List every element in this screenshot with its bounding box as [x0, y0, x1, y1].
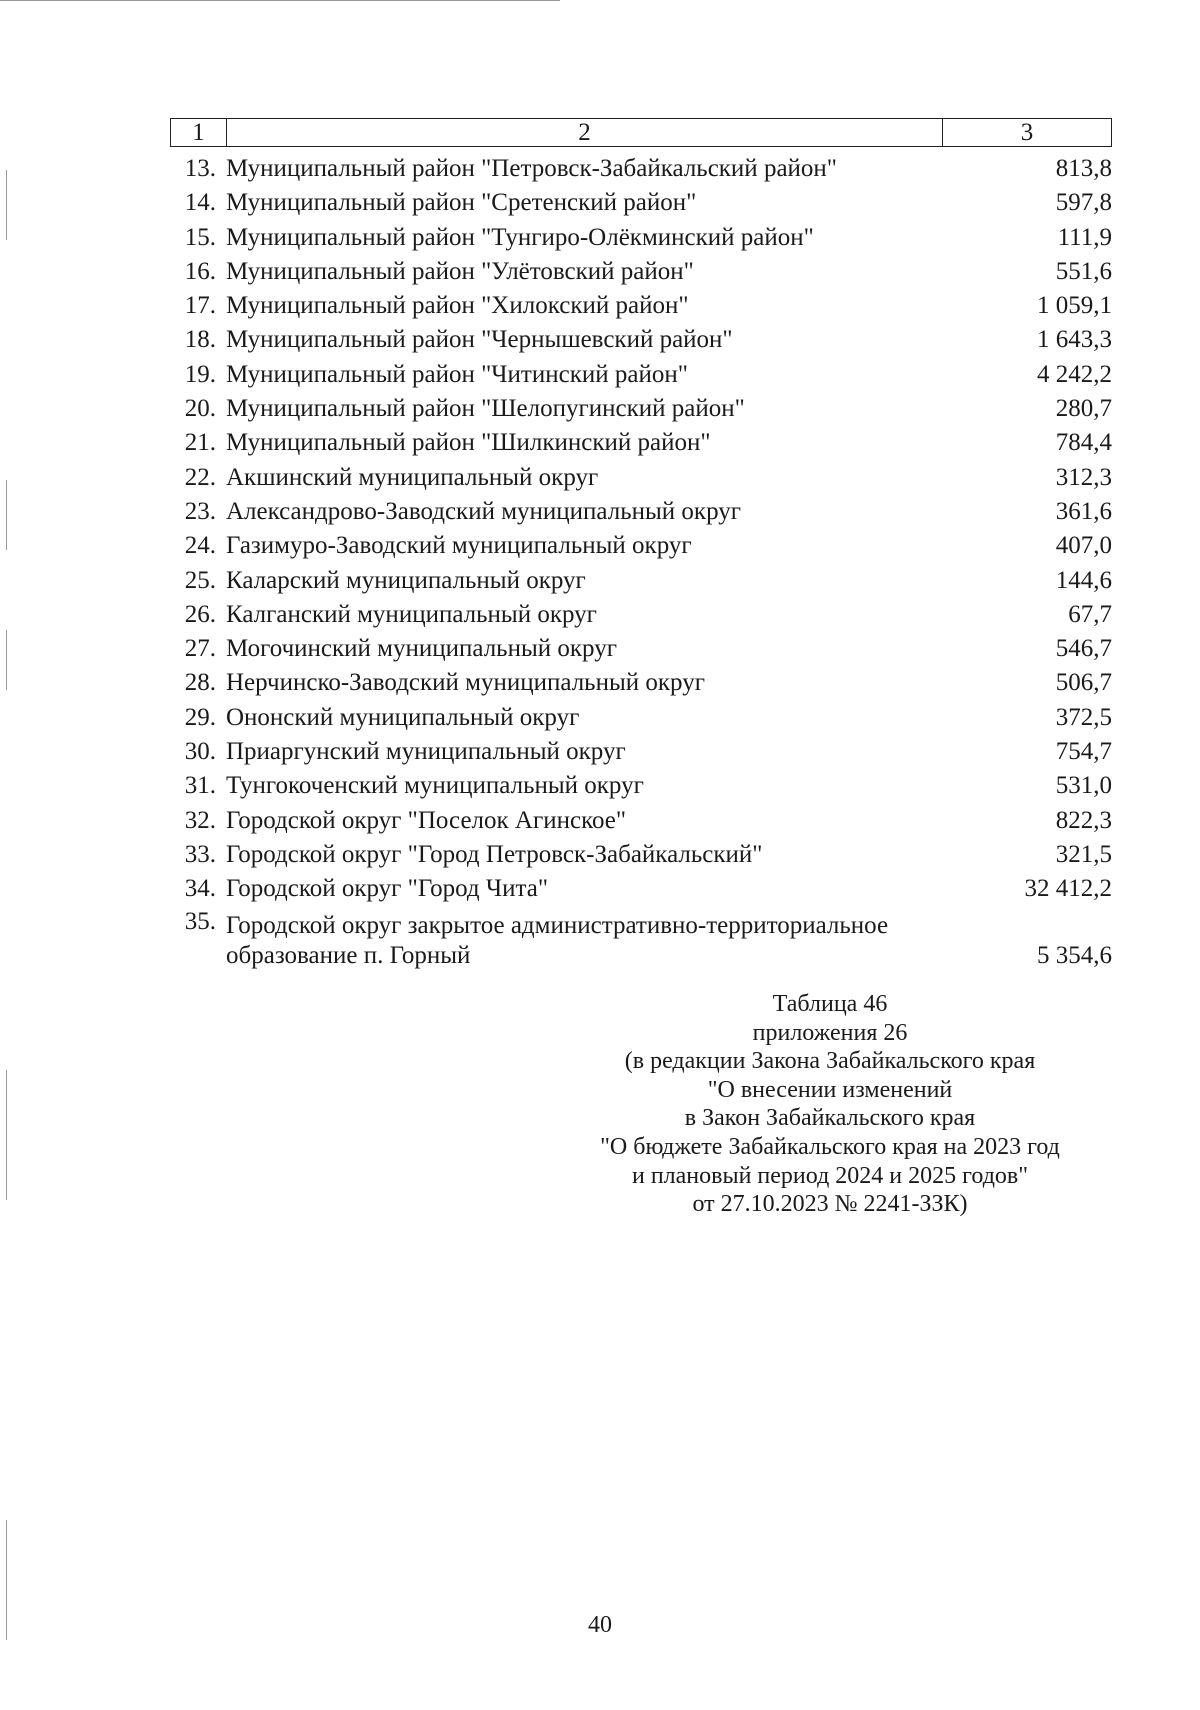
table-row: [170, 872, 1112, 906]
row-name: Нерчинско-Заводский муниципальный округ: [226, 669, 705, 697]
table-header-col-2: 2: [227, 119, 943, 146]
table-row: [170, 461, 1112, 495]
row-name-line-2: образование п. Горный: [226, 941, 471, 969]
row-value: 822,3: [1055, 806, 1112, 834]
caption-line: от 27.10.2023 № 2241-ЗЗК): [692, 1191, 968, 1218]
table-row: [170, 495, 1112, 529]
row-name: Городской округ "Поселок Агинское": [226, 806, 627, 834]
row-value: 361,6: [1055, 497, 1112, 525]
row-value: 407,0: [1055, 532, 1112, 560]
row-name: Приаргунский муниципальный округ: [226, 738, 626, 766]
caption-line: "О внесении изменений: [707, 1076, 953, 1103]
row-value: 280,7: [1055, 395, 1112, 423]
table-row: [170, 804, 1112, 838]
caption-line: "О бюджете Забайкальского края на 2023 год: [600, 1133, 1060, 1160]
row-number: 15.: [184, 223, 216, 251]
row-number: 24.: [184, 532, 216, 560]
scan-artifact-top-line: [0, 0, 560, 1]
row-name: Могочинский муниципальный округ: [226, 635, 617, 663]
row-name: Александрово-Заводский муниципальный округ: [226, 497, 741, 525]
row-number: 35.: [184, 907, 216, 935]
scan-artifact-left-margin-line: [6, 170, 7, 240]
table-row: [170, 666, 1112, 700]
row-value: 506,7: [1055, 669, 1112, 697]
row-number: 23.: [184, 497, 216, 525]
row-value: 5 354,6: [1037, 941, 1112, 969]
table-row: [170, 255, 1112, 289]
row-name: [226, 911, 962, 971]
row-number: 22.: [184, 463, 216, 491]
row-name: Газимуро-Заводский муниципальный округ: [226, 532, 692, 560]
row-name: Муниципальный район "Чернышевский район": [226, 326, 733, 354]
row-number: 18.: [184, 326, 216, 354]
table-body: [170, 152, 1112, 971]
row-number: 27.: [184, 635, 216, 663]
table-row: [170, 838, 1112, 872]
row-value: 144,6: [1055, 566, 1112, 594]
table-row: [170, 426, 1112, 460]
row-number: 26.: [184, 600, 216, 628]
table-row: [170, 221, 1112, 255]
caption-line: (в редакции Закона Забайкальского края: [624, 1048, 1036, 1075]
row-number: 16.: [184, 257, 216, 285]
row-number: 14.: [184, 189, 216, 217]
row-name: Акшинский муниципальный округ: [226, 463, 599, 491]
row-name: Муниципальный район "Шилкинский район": [226, 429, 711, 457]
caption-line: и плановый период 2024 и 2025 годов": [631, 1162, 1029, 1189]
row-value: 551,6: [1055, 257, 1112, 285]
row-value: 1 059,1: [1037, 292, 1112, 320]
row-number: 31.: [184, 772, 216, 800]
row-name-line-1: Городской округ закрытое административно-территориальное: [226, 911, 889, 939]
row-value: 813,8: [1055, 155, 1112, 182]
row-name: Муниципальный район "Улётовский район": [226, 257, 694, 285]
table-row: [170, 186, 1112, 220]
row-name: Муниципальный район "Шелопугинский район": [226, 395, 745, 423]
scan-artifact-left-margin-line: [6, 1070, 7, 1200]
table-header-col-1: 1: [171, 119, 227, 146]
table-row-multiline: [170, 907, 1112, 971]
table-caption: [560, 990, 1100, 1219]
page-number: 40: [588, 1612, 612, 1638]
row-value: 312,3: [1055, 463, 1112, 491]
row-name: Городской округ "Город Петровск-Забайкальский": [226, 840, 763, 868]
row-value: 67,7: [1068, 600, 1112, 628]
table-row: [170, 769, 1112, 803]
table-row: [170, 358, 1112, 392]
table-row: [170, 323, 1112, 357]
scan-artifact-left-margin-line: [6, 480, 7, 550]
row-value: 32 412,2: [1024, 875, 1112, 903]
scan-artifact-left-margin-line: [6, 1520, 7, 1640]
row-number: 29.: [184, 703, 216, 731]
row-value: 372,5: [1055, 703, 1112, 731]
table-row: [170, 529, 1112, 563]
row-name: Тунгокоченский муниципальный округ: [226, 772, 644, 800]
table-header-row: [170, 118, 1112, 147]
row-name: Ононский муниципальный округ: [226, 703, 580, 731]
row-number: 25.: [184, 566, 216, 594]
table-row: [170, 564, 1112, 598]
row-number: 28.: [184, 669, 216, 697]
scan-artifact-left-margin-line: [6, 630, 7, 690]
row-number: 17.: [184, 292, 216, 320]
table-header-col-3: 3: [1020, 118, 1034, 146]
table-row: [170, 392, 1112, 426]
row-value: 4 242,2: [1037, 360, 1112, 388]
row-number: 13.: [184, 155, 216, 182]
row-name: Каларский муниципальный округ: [226, 566, 586, 594]
row-number: 20.: [184, 395, 216, 423]
row-name: Муниципальный район "Читинский район": [226, 360, 688, 388]
table-row: [170, 632, 1112, 666]
table-row: [170, 152, 1112, 186]
row-number: 33.: [184, 840, 216, 868]
caption-line: Таблица 46: [772, 991, 888, 1017]
row-name: Муниципальный район "Тунгиро-Олёкминский район": [226, 223, 814, 251]
row-number: 32.: [184, 806, 216, 834]
row-value: 531,0: [1055, 772, 1112, 800]
table-row: [170, 289, 1112, 323]
row-name: Муниципальный район "Сретенский район": [226, 189, 697, 217]
row-name: Калганский муниципальный округ: [226, 600, 597, 628]
row-value: 784,4: [1055, 429, 1112, 457]
row-number: 19.: [184, 360, 216, 388]
caption-line: в Закон Забайкальского края: [684, 1105, 976, 1132]
row-number: 34.: [184, 875, 216, 903]
row-value: 1 643,3: [1037, 326, 1112, 354]
row-name: Муниципальный район "Петровск-Забайкальский район": [226, 155, 837, 182]
row-value: 321,5: [1055, 840, 1112, 868]
row-value: 754,7: [1055, 738, 1112, 766]
table-row: [170, 735, 1112, 769]
row-value: 597,8: [1055, 189, 1112, 217]
row-number: 30.: [184, 738, 216, 766]
caption-line: приложения 26: [752, 1019, 908, 1046]
row-value: 546,7: [1055, 635, 1112, 663]
table-row: [170, 701, 1112, 735]
row-value: 111,9: [1057, 223, 1112, 251]
table-row: [170, 598, 1112, 632]
row-name: Муниципальный район "Хилокский район": [226, 292, 689, 320]
row-name: Городской округ "Город Чита": [226, 875, 549, 903]
row-number: 21.: [184, 429, 216, 457]
